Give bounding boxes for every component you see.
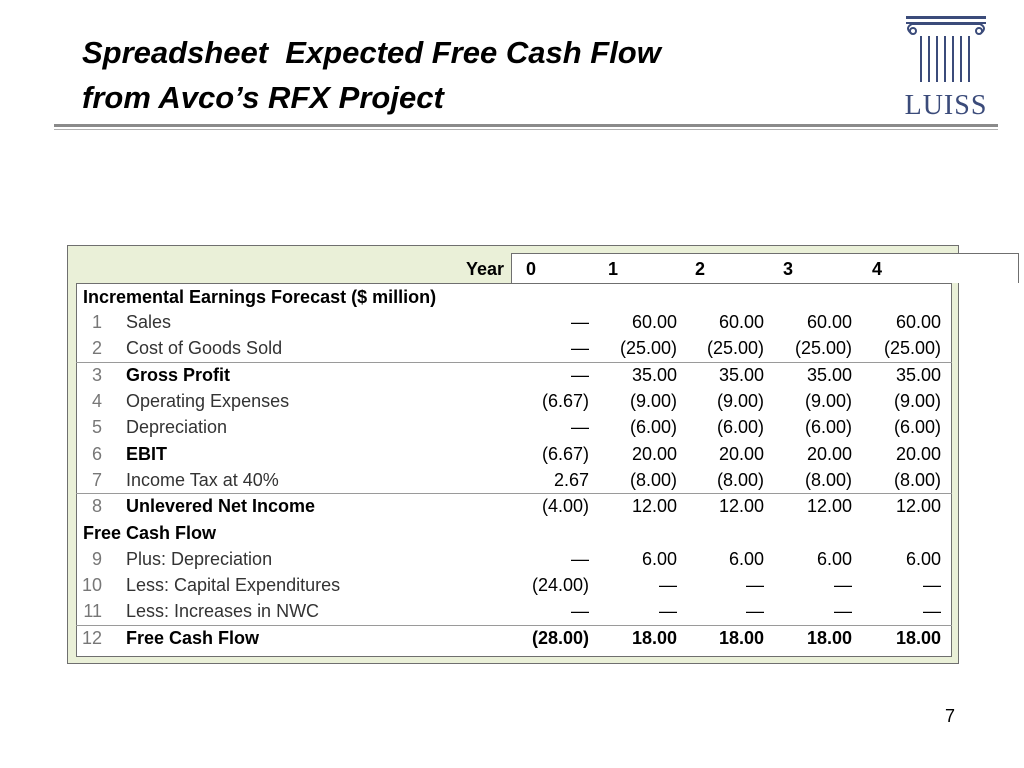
row-label: Plus: Depreciation	[126, 549, 273, 569]
row-number: 3	[91, 365, 102, 385]
row-label: Cost of Goods Sold	[126, 338, 283, 358]
row-number: 11	[83, 601, 102, 621]
row-value-year-1: 18.00	[631, 628, 677, 648]
row-value-year-4: (9.00)	[893, 391, 941, 411]
row-value-year-2: (9.00)	[716, 391, 764, 411]
row-label: EBIT	[126, 444, 168, 464]
section-header-free-cash-flow: Free Cash Flow	[83, 523, 217, 543]
row-value-year-4: (25.00)	[883, 338, 941, 358]
row-value-year-4: —	[923, 575, 941, 595]
row-value-year-1: 35.00	[631, 365, 677, 385]
logo-text: LUISS	[904, 90, 988, 121]
row-value-year-3: 18.00	[806, 628, 852, 648]
row-value-year-0: —	[571, 601, 589, 621]
row-label: Free Cash Flow	[126, 628, 260, 648]
title-rule-thin	[54, 129, 998, 130]
row-value-year-2: (25.00)	[706, 338, 764, 358]
row-value-year-1: —	[659, 575, 677, 595]
row-value-year-0: —	[571, 417, 589, 437]
row-value-year-4: 12.00	[895, 496, 941, 516]
row-value-year-1: 6.00	[641, 549, 677, 569]
row-value-year-1: (8.00)	[629, 470, 677, 490]
row-number: 12	[81, 628, 102, 648]
row-value-year-2: (8.00)	[716, 470, 764, 490]
row-value-year-3: (9.00)	[804, 391, 852, 411]
row-value-year-4: 35.00	[895, 365, 941, 385]
row-value-year-4: 20.00	[895, 444, 941, 464]
slide-title	[82, 30, 862, 120]
row-label: Less: Increases in NWC	[126, 601, 320, 621]
page-number: 7	[945, 706, 956, 726]
row-number: 2	[91, 338, 102, 358]
row-separator	[76, 493, 952, 494]
column-icon	[898, 12, 994, 92]
row-value-year-3: (8.00)	[804, 470, 852, 490]
row-number: 8	[91, 496, 102, 516]
row-value-year-4: —	[923, 601, 941, 621]
row-value-year-3: 35.00	[806, 365, 852, 385]
slide-title-line-1: Spreadsheet Expected Free Cash Flow	[82, 35, 661, 70]
row-value-year-0: (4.00)	[541, 496, 589, 516]
row-value-year-4: (6.00)	[893, 417, 941, 437]
row-value-year-2: 35.00	[718, 365, 764, 385]
row-value-year-0: (24.00)	[531, 575, 589, 595]
row-value-year-3: —	[834, 575, 852, 595]
row-value-year-0: (28.00)	[531, 628, 589, 648]
row-value-year-2: —	[746, 601, 764, 621]
row-value-year-0: (6.67)	[541, 391, 589, 411]
year-header-1: 1	[607, 259, 618, 279]
row-separator	[76, 625, 952, 626]
section-header-incremental-earnings: Incremental Earnings Forecast ($ million)	[83, 287, 437, 307]
year-header-2: 2	[694, 259, 705, 279]
year-header-3: 3	[782, 259, 793, 279]
row-value-year-0: —	[571, 312, 589, 332]
row-value-year-0: (6.67)	[541, 444, 589, 464]
row-value-year-3: 20.00	[806, 444, 852, 464]
row-value-year-0: —	[571, 365, 589, 385]
row-value-year-1: 20.00	[631, 444, 677, 464]
row-value-year-2: (6.00)	[716, 417, 764, 437]
year-label: Year	[466, 259, 505, 279]
row-value-year-3: 6.00	[816, 549, 852, 569]
row-value-year-1: 60.00	[631, 312, 677, 332]
slide-title-line-2: from Avco’s RFX Project	[82, 80, 444, 115]
row-value-year-3: (6.00)	[804, 417, 852, 437]
row-value-year-4: (8.00)	[893, 470, 941, 490]
row-label: Gross Profit	[126, 365, 231, 385]
row-number: 10	[81, 575, 102, 595]
row-value-year-1: 12.00	[631, 496, 677, 516]
row-value-year-3: 60.00	[806, 312, 852, 332]
title-rule	[54, 124, 998, 127]
row-label: Depreciation	[126, 417, 228, 437]
row-value-year-0: —	[571, 338, 589, 358]
row-value-year-3: (25.00)	[794, 338, 852, 358]
row-number: 1	[91, 312, 102, 332]
year-header-4: 4	[871, 259, 882, 279]
row-number: 4	[91, 391, 102, 411]
row-label: Less: Capital Expenditures	[126, 575, 341, 595]
row-label: Sales	[126, 312, 172, 332]
row-number: 5	[91, 417, 102, 437]
row-value-year-2: 60.00	[718, 312, 764, 332]
luiss-logo	[898, 12, 994, 120]
row-value-year-2: 6.00	[728, 549, 764, 569]
row-value-year-1: —	[659, 601, 677, 621]
row-number: 7	[91, 470, 102, 490]
row-label: Operating Expenses	[126, 391, 290, 411]
row-label: Unlevered Net Income	[126, 496, 316, 516]
row-value-year-0: 2.67	[553, 470, 589, 490]
row-value-year-1: (25.00)	[619, 338, 677, 358]
row-number: 9	[91, 549, 102, 569]
row-value-year-1: (6.00)	[629, 417, 677, 437]
row-value-year-3: —	[834, 601, 852, 621]
row-value-year-2: 18.00	[718, 628, 764, 648]
year-header-0: 0	[525, 259, 536, 279]
row-value-year-2: 20.00	[718, 444, 764, 464]
free-cash-flow-table	[67, 245, 959, 664]
row-separator	[76, 362, 952, 363]
row-value-year-2: —	[746, 575, 764, 595]
row-number: 6	[91, 444, 102, 464]
row-label: Income Tax at 40%	[126, 470, 279, 490]
row-value-year-4: 60.00	[895, 312, 941, 332]
row-value-year-2: 12.00	[718, 496, 764, 516]
row-value-year-1: (9.00)	[629, 391, 677, 411]
row-value-year-4: 18.00	[895, 628, 941, 648]
row-value-year-0: —	[571, 549, 589, 569]
row-value-year-4: 6.00	[905, 549, 941, 569]
row-value-year-3: 12.00	[806, 496, 852, 516]
